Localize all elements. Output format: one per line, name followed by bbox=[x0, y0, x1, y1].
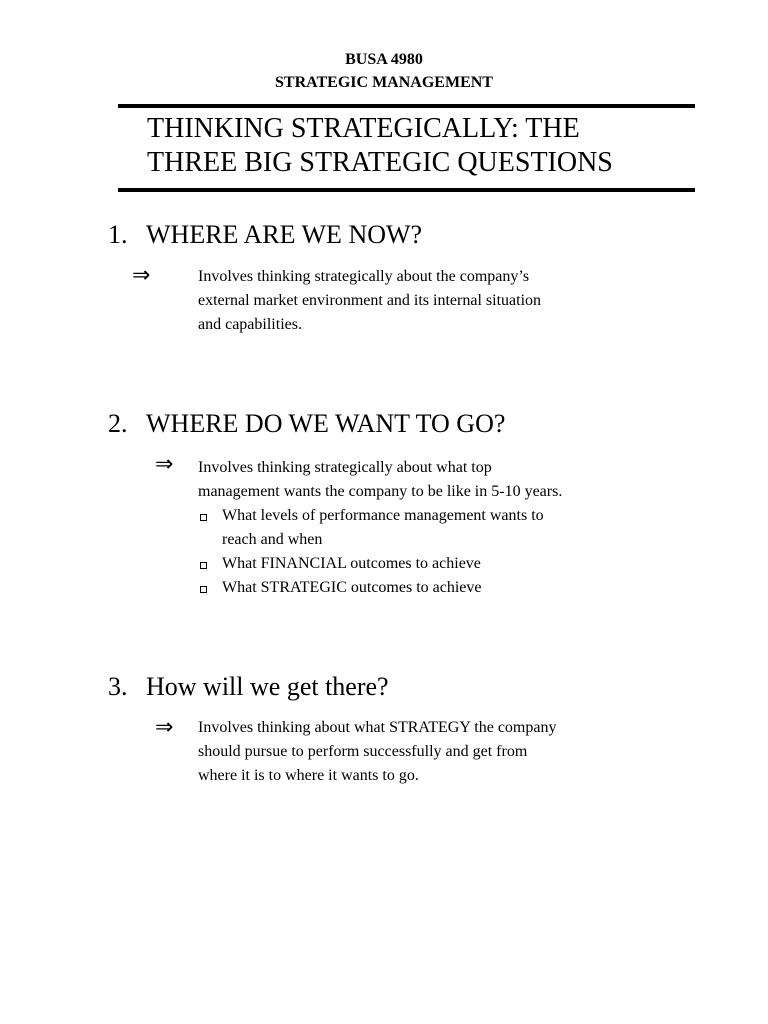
question-1-description bbox=[198, 265, 541, 337]
question-3-description bbox=[198, 716, 556, 788]
question-1-number: 1. bbox=[108, 220, 128, 249]
implies-arrow-icon: ⇒ bbox=[132, 263, 151, 288]
description-line: management wants the company to be like in 5-10 years. bbox=[198, 483, 563, 500]
list-item bbox=[198, 576, 544, 600]
course-name: STRATEGIC MANAGEMENT bbox=[275, 74, 493, 91]
square-bullet-icon bbox=[200, 586, 207, 593]
list-item-text: What STRATEGIC outcomes to achieve bbox=[222, 579, 482, 596]
list-item-text: What FINANCIAL outcomes to achieve bbox=[222, 555, 481, 572]
title-bottom-rule bbox=[118, 188, 695, 192]
course-code: BUSA 4980 bbox=[345, 51, 423, 68]
list-item-text: reach and when bbox=[222, 531, 323, 548]
description-line: should pursue to perform successfully and get from bbox=[198, 743, 528, 760]
description-line: external market environment and its internal situation bbox=[198, 292, 542, 309]
question-2-number: 2. bbox=[108, 409, 128, 438]
list-item-text: What levels of performance management wants to bbox=[222, 507, 544, 524]
question-3-heading bbox=[108, 671, 389, 703]
description-line: Involves thinking about what STRATEGY the company bbox=[198, 719, 557, 736]
list-item bbox=[198, 552, 544, 576]
description-line: where it is to where it wants to go. bbox=[198, 767, 419, 784]
question-2-text: WHERE DO WE WANT TO GO? bbox=[146, 409, 506, 438]
description-line: Involves thinking strategically about what top bbox=[198, 459, 492, 476]
question-1-heading bbox=[108, 219, 422, 251]
square-bullet-icon bbox=[200, 562, 207, 569]
implies-arrow-icon: ⇒ bbox=[155, 452, 174, 477]
description-line: Involves thinking strategically about the company’s bbox=[198, 268, 530, 285]
question-2-sub-list bbox=[198, 504, 544, 600]
question-2-description bbox=[198, 456, 562, 504]
implies-arrow-icon: ⇒ bbox=[155, 715, 174, 740]
question-1-text: WHERE ARE WE NOW? bbox=[146, 220, 423, 249]
page-title-line-2: THREE BIG STRATEGIC QUESTIONS bbox=[147, 147, 613, 178]
list-item bbox=[198, 504, 544, 552]
title-top-rule bbox=[118, 104, 695, 108]
description-line: and capabilities. bbox=[198, 316, 302, 333]
question-2-heading bbox=[108, 408, 505, 440]
question-3-number: 3. bbox=[108, 672, 128, 701]
page-title-line-1: THINKING STRATEGICALLY: THE bbox=[147, 113, 580, 144]
square-bullet-icon bbox=[200, 514, 207, 521]
question-3-text: How will we get there? bbox=[146, 672, 389, 701]
